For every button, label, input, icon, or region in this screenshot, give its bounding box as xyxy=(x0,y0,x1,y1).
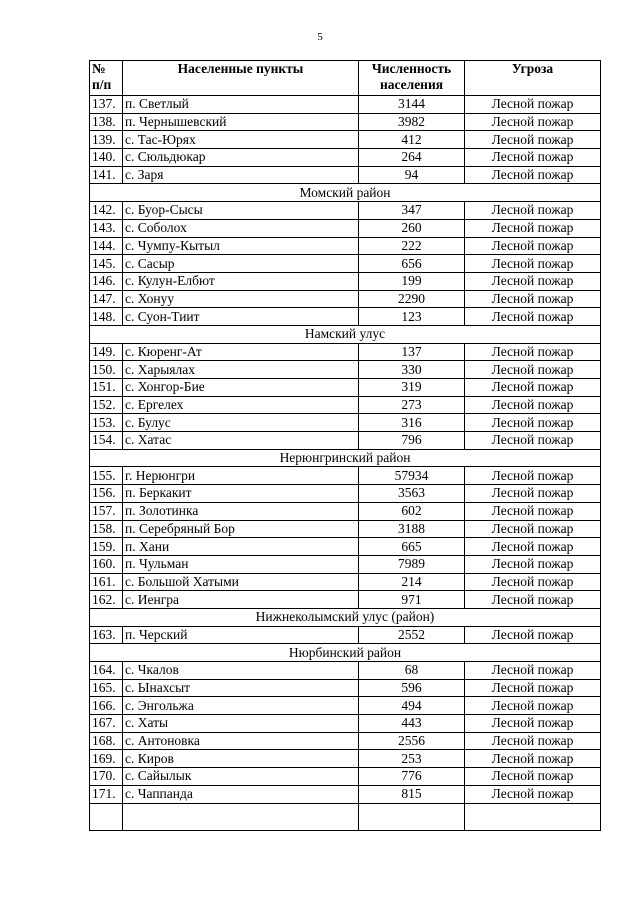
table-row xyxy=(90,131,601,149)
population: 214 xyxy=(359,573,465,591)
settlement-name: с. Киров xyxy=(123,750,359,768)
row-number: 147. xyxy=(90,290,123,308)
table-row xyxy=(90,467,601,485)
row-number: 162. xyxy=(90,591,123,609)
table-row xyxy=(90,502,601,520)
row-number: 160. xyxy=(90,555,123,573)
threat-type: Лесной пожар xyxy=(465,750,601,768)
threat-type: Лесной пожар xyxy=(465,414,601,432)
table-row xyxy=(90,697,601,715)
district-row xyxy=(90,644,601,662)
row-number: 161. xyxy=(90,573,123,591)
threat-type: Лесной пожар xyxy=(465,255,601,273)
table-row xyxy=(90,255,601,273)
population: 68 xyxy=(359,662,465,680)
district-row xyxy=(90,325,601,343)
row-number: 155. xyxy=(90,467,123,485)
row-number: 163. xyxy=(90,626,123,644)
table-row xyxy=(90,520,601,538)
settlement-name: п. Чульман xyxy=(123,555,359,573)
table-row xyxy=(90,485,601,503)
district-label: Момский район xyxy=(90,184,601,202)
row-number: 142. xyxy=(90,202,123,220)
settlement-name: с. Большой Хатыми xyxy=(123,573,359,591)
population: 330 xyxy=(359,361,465,379)
threat-type: Лесной пожар xyxy=(465,626,601,644)
threat-type: Лесной пожар xyxy=(465,768,601,786)
population: 3563 xyxy=(359,485,465,503)
threat-type: Лесной пожар xyxy=(465,237,601,255)
population: 94 xyxy=(359,166,465,184)
threat-type: Лесной пожар xyxy=(465,591,601,609)
row-number: 165. xyxy=(90,679,123,697)
table-row xyxy=(90,149,601,167)
row-number: 150. xyxy=(90,361,123,379)
row-number: 145. xyxy=(90,255,123,273)
header-pop-line2: населения xyxy=(379,77,444,92)
table-row xyxy=(90,308,601,326)
population: 3982 xyxy=(359,113,465,131)
threat-type: Лесной пожар xyxy=(465,202,601,220)
district-row xyxy=(90,449,601,467)
row-number: 138. xyxy=(90,113,123,131)
population: 222 xyxy=(359,237,465,255)
settlement-name: с. Иенгра xyxy=(123,591,359,609)
header-num-line2: п/п xyxy=(92,77,112,92)
header-num-line1: № xyxy=(92,61,106,76)
population: 656 xyxy=(359,255,465,273)
threat-type: Лесной пожар xyxy=(465,573,601,591)
table-body xyxy=(90,96,601,831)
population: 412 xyxy=(359,131,465,149)
settlement-name: с. Энгольжа xyxy=(123,697,359,715)
settlement-name: п. Золотинка xyxy=(123,502,359,520)
row-number: 137. xyxy=(90,96,123,114)
blank-cell xyxy=(123,803,359,830)
row-number: 169. xyxy=(90,750,123,768)
threat-type: Лесной пожар xyxy=(465,555,601,573)
population: 316 xyxy=(359,414,465,432)
table-row xyxy=(90,715,601,733)
threat-type: Лесной пожар xyxy=(465,467,601,485)
table-row xyxy=(90,626,601,644)
settlement-name: с. Чаппанда xyxy=(123,785,359,803)
row-number: 168. xyxy=(90,732,123,750)
settlement-name: п. Черский xyxy=(123,626,359,644)
blank-row xyxy=(90,803,601,830)
settlement-name: п. Беркакит xyxy=(123,485,359,503)
table-row xyxy=(90,750,601,768)
table-row xyxy=(90,202,601,220)
settlement-name: п. Чернышевский xyxy=(123,113,359,131)
table-row xyxy=(90,662,601,680)
row-number: 170. xyxy=(90,768,123,786)
table-row xyxy=(90,396,601,414)
settlement-name: с. Ынахсыт xyxy=(123,679,359,697)
settlement-name: с. Ергелех xyxy=(123,396,359,414)
header-num xyxy=(90,61,123,96)
population: 494 xyxy=(359,697,465,715)
table-row xyxy=(90,768,601,786)
settlement-name: с. Суон-Тиит xyxy=(123,308,359,326)
table-row xyxy=(90,96,601,114)
header-name: Населенные пункты xyxy=(123,61,359,96)
district-row xyxy=(90,184,601,202)
settlement-name: с. Сайылык xyxy=(123,768,359,786)
settlement-name: с. Чкалов xyxy=(123,662,359,680)
population: 796 xyxy=(359,432,465,450)
row-number: 143. xyxy=(90,219,123,237)
row-number: 146. xyxy=(90,272,123,290)
threat-type: Лесной пожар xyxy=(465,131,601,149)
settlement-name: с. Антоновка xyxy=(123,732,359,750)
settlement-name: с. Тас-Юрях xyxy=(123,131,359,149)
population: 347 xyxy=(359,202,465,220)
settlement-name: с. Буор-Сысы xyxy=(123,202,359,220)
row-number: 156. xyxy=(90,485,123,503)
threat-type: Лесной пожар xyxy=(465,502,601,520)
population: 7989 xyxy=(359,555,465,573)
population: 443 xyxy=(359,715,465,733)
threat-type: Лесной пожар xyxy=(465,290,601,308)
table-row xyxy=(90,290,601,308)
settlement-name: с. Хонуу xyxy=(123,290,359,308)
settlement-name: с. Сасыр xyxy=(123,255,359,273)
blank-cell xyxy=(90,803,123,830)
settlement-name: с. Соболох xyxy=(123,219,359,237)
population: 596 xyxy=(359,679,465,697)
threat-type: Лесной пожар xyxy=(465,520,601,538)
table-row xyxy=(90,166,601,184)
row-number: 159. xyxy=(90,538,123,556)
table-row xyxy=(90,573,601,591)
row-number: 154. xyxy=(90,432,123,450)
population: 815 xyxy=(359,785,465,803)
table-header-row xyxy=(90,61,601,96)
row-number: 139. xyxy=(90,131,123,149)
blank-cell xyxy=(359,803,465,830)
settlement-name: с. Хатас xyxy=(123,432,359,450)
row-number: 151. xyxy=(90,379,123,397)
table-row xyxy=(90,343,601,361)
settlement-name: с. Хонгор-Бие xyxy=(123,379,359,397)
threat-type: Лесной пожар xyxy=(465,361,601,379)
row-number: 158. xyxy=(90,520,123,538)
row-number: 157. xyxy=(90,502,123,520)
district-label: Нерюнгринский район xyxy=(90,449,601,467)
settlement-name: с. Заря xyxy=(123,166,359,184)
threat-type: Лесной пожар xyxy=(465,219,601,237)
row-number: 166. xyxy=(90,697,123,715)
row-number: 148. xyxy=(90,308,123,326)
table-row xyxy=(90,361,601,379)
population: 3144 xyxy=(359,96,465,114)
table-row xyxy=(90,219,601,237)
table-row xyxy=(90,113,601,131)
population: 2556 xyxy=(359,732,465,750)
settlement-name: с. Кулун-Елбют xyxy=(123,272,359,290)
settlement-name: п. Светлый xyxy=(123,96,359,114)
population: 137 xyxy=(359,343,465,361)
row-number: 171. xyxy=(90,785,123,803)
page-number: 5 xyxy=(317,31,323,43)
table-row xyxy=(90,432,601,450)
population: 253 xyxy=(359,750,465,768)
population: 665 xyxy=(359,538,465,556)
population: 3188 xyxy=(359,520,465,538)
settlement-name: с. Сюльдюкар xyxy=(123,149,359,167)
settlement-name: с. Харыялах xyxy=(123,361,359,379)
threat-type: Лесной пожар xyxy=(465,538,601,556)
row-number: 144. xyxy=(90,237,123,255)
population: 199 xyxy=(359,272,465,290)
row-number: 140. xyxy=(90,149,123,167)
header-pop-line1: Численность xyxy=(371,61,452,76)
threat-type: Лесной пожар xyxy=(465,308,601,326)
threat-type: Лесной пожар xyxy=(465,662,601,680)
threat-type: Лесной пожар xyxy=(465,343,601,361)
threat-type: Лесной пожар xyxy=(465,697,601,715)
threat-type: Лесной пожар xyxy=(465,113,601,131)
threat-type: Лесной пожар xyxy=(465,272,601,290)
settlement-name: с. Хаты xyxy=(123,715,359,733)
row-number: 141. xyxy=(90,166,123,184)
table-row xyxy=(90,237,601,255)
threat-type: Лесной пожар xyxy=(465,432,601,450)
row-number: 167. xyxy=(90,715,123,733)
table-row xyxy=(90,785,601,803)
table-row xyxy=(90,538,601,556)
population: 264 xyxy=(359,149,465,167)
population: 971 xyxy=(359,591,465,609)
threat-type: Лесной пожар xyxy=(465,785,601,803)
district-label: Нижнеколымский улус (район) xyxy=(90,608,601,626)
population: 776 xyxy=(359,768,465,786)
table-row xyxy=(90,591,601,609)
blank-cell xyxy=(465,803,601,830)
settlements-table xyxy=(89,60,601,831)
district-row xyxy=(90,608,601,626)
population: 319 xyxy=(359,379,465,397)
table-row xyxy=(90,272,601,290)
row-number: 152. xyxy=(90,396,123,414)
threat-type: Лесной пожар xyxy=(465,379,601,397)
table-row xyxy=(90,414,601,432)
threat-type: Лесной пожар xyxy=(465,732,601,750)
district-label: Нюрбинский район xyxy=(90,644,601,662)
threat-type: Лесной пожар xyxy=(465,715,601,733)
row-number: 164. xyxy=(90,662,123,680)
settlement-name: с. Чумпу-Кытыл xyxy=(123,237,359,255)
population: 260 xyxy=(359,219,465,237)
population: 602 xyxy=(359,502,465,520)
table-row xyxy=(90,555,601,573)
table-row xyxy=(90,379,601,397)
threat-type: Лесной пожар xyxy=(465,96,601,114)
settlement-name: п. Хани xyxy=(123,538,359,556)
table-row xyxy=(90,732,601,750)
row-number: 149. xyxy=(90,343,123,361)
population: 123 xyxy=(359,308,465,326)
table-row xyxy=(90,679,601,697)
threat-type: Лесной пожар xyxy=(465,149,601,167)
settlement-name: с. Кюренг-Ат xyxy=(123,343,359,361)
header-threat: Угроза xyxy=(465,61,601,96)
threat-type: Лесной пожар xyxy=(465,485,601,503)
population: 57934 xyxy=(359,467,465,485)
population: 2290 xyxy=(359,290,465,308)
district-label: Намский улус xyxy=(90,325,601,343)
population: 2552 xyxy=(359,626,465,644)
settlement-name: г. Нерюнгри xyxy=(123,467,359,485)
row-number: 153. xyxy=(90,414,123,432)
threat-type: Лесной пожар xyxy=(465,679,601,697)
settlement-name: с. Булус xyxy=(123,414,359,432)
population: 273 xyxy=(359,396,465,414)
threat-type: Лесной пожар xyxy=(465,396,601,414)
header-population xyxy=(359,61,465,96)
threat-type: Лесной пожар xyxy=(465,166,601,184)
settlement-name: п. Серебряный Бор xyxy=(123,520,359,538)
